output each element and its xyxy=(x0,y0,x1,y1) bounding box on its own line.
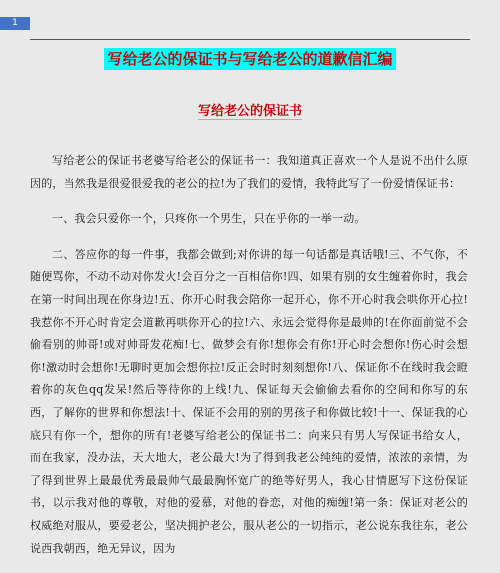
paragraph-intro: 写给老公的保证书老婆写给老公的保证书一：我知道真正喜欢一个人是说不出什么原因的，当然我是很爱很爱我的老公的拉!为了我们的爱情，我特此写了一份爱情保证书： xyxy=(30,154,468,190)
document-title: 写给老公的保证书与写给老公的道歉信汇编 xyxy=(104,48,395,70)
section-title: 写给老公的保证书 xyxy=(197,104,302,119)
paragraph-item-1: 一、我会只爱你一个，只疼你一个男生，只在乎你的一举一动。 xyxy=(52,212,366,226)
document-body xyxy=(30,150,468,573)
page-number-badge: 1 xyxy=(0,17,30,30)
paragraph-item-2: 二、答应你的每一件事，我都会做到;对你讲的每一句话都是真话哦!三、不气你，不随便骂你，不动不动对你发火!会百分之一百相信你!四、如果有别的女生缠着你时，我会在第一时间出现在你身边!五、你开心时我会陪你一起开心，你不开心时我会哄你开心拉!我惹你不开心时肯定会道歉再哄你开心的拉!六、永远会觉得你是最帅的!在你面前觉不会偷看别的帅哥!或对帅哥发花痴!七、做梦会有你!想你会有你!开心时会想你!伤心时会想你!激动时会想你!无聊时更加会想你拉!反正会时时刻刻想你!八、保证你不在线时我会瞪着你的灰色qq发呆!然后等待你的上线!九、保证每天会偷偷去看你的空间和你写的东西，了解你的世界和你想法!十、保证不会用的别的男孩子和你做比较!十一、保证我的心底只有你一个，想你的所有!老婆写给老公的保证书二：向来只有男人写保证书给女人，而在我家，没办法，天大地大，老公最大!为了得到我老公纯纯的爱情，浓浓的亲情，为了得到世界上最最优秀最最帅气最最胸怀宽广的绝等好男人，我心甘情愿写下这份保证书，以示我对他的尊敬，对他的爱慕，对他的眷恋，对他的痴缠!第一条：保证对老公的权威绝对服从，要爱老公，坚决拥护老公，服从老公的一切指示，老公说东我往东，老公说西我朝西，绝无异议，因为 xyxy=(30,247,468,555)
header-divider xyxy=(30,39,470,40)
